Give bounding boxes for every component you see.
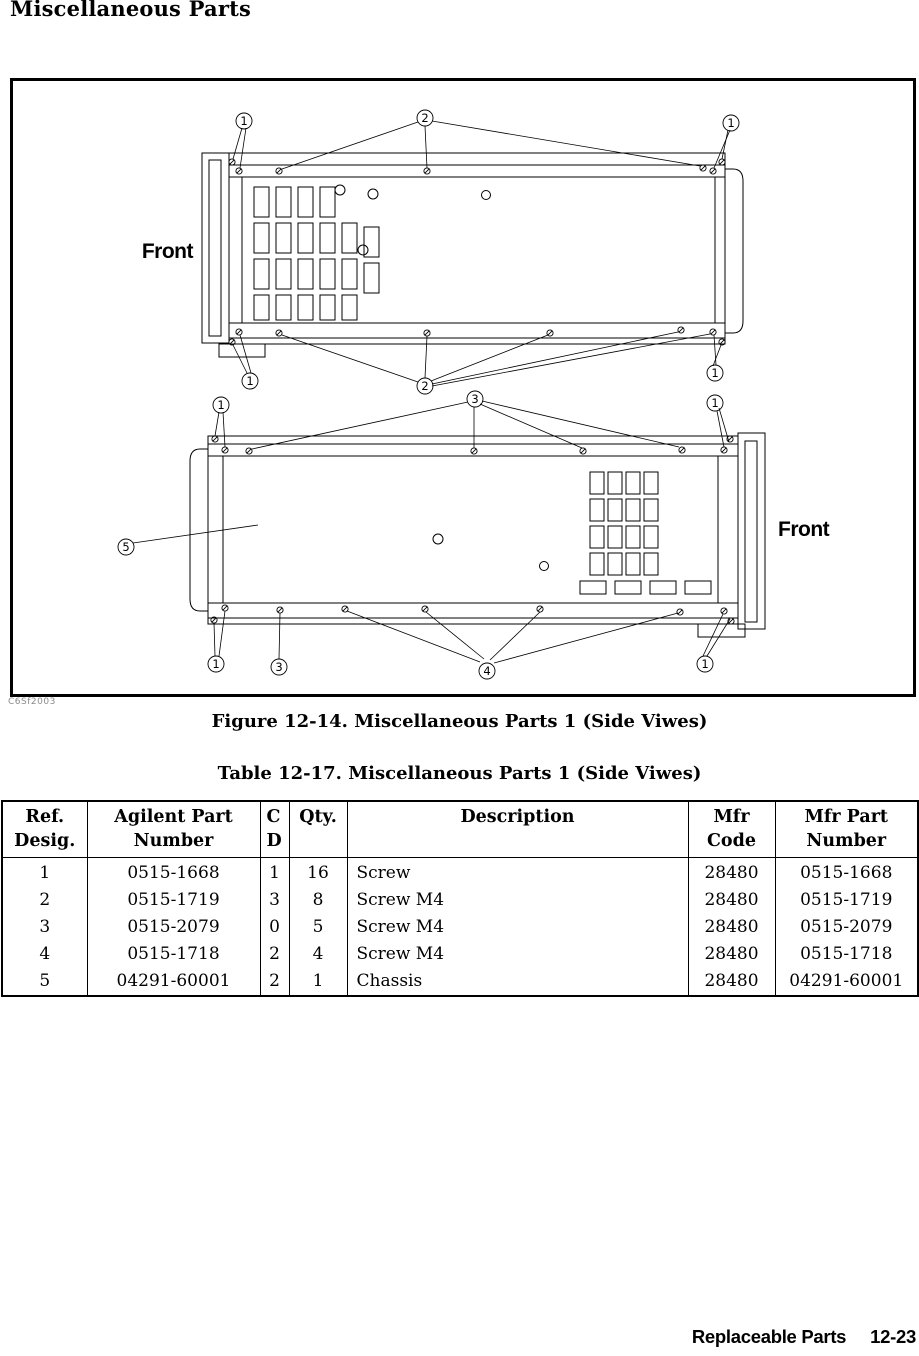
- vent-grid-top-view: [254, 187, 379, 320]
- cell-mfr-code: 28480: [688, 914, 775, 941]
- svg-text:4: 4: [483, 664, 491, 678]
- callout-1: [707, 395, 723, 411]
- figure-caption: Figure 12-14. Miscellaneous Parts 1 (Side Viwes): [211, 711, 708, 732]
- callout-3: [271, 659, 287, 675]
- cell-qty: 5: [289, 914, 347, 941]
- callout-1: [723, 115, 739, 131]
- rear-bumper-bottom-view: [190, 449, 208, 611]
- cell-mfr-part: 0515-1719: [775, 887, 918, 914]
- top-side-view: [142, 110, 743, 394]
- table-row: [2, 887, 918, 914]
- col-header-cd: C D: [260, 801, 289, 858]
- footer-section-title: Replaceable Parts: [691, 1326, 847, 1347]
- rear-bumper-top-view: [725, 169, 743, 333]
- callout-3: [467, 391, 483, 407]
- table-header-row: [2, 801, 918, 858]
- cell-qty: 4: [289, 941, 347, 968]
- cell-qty: 16: [289, 858, 347, 888]
- svg-text:1: 1: [711, 366, 719, 380]
- cell-ref: 1: [2, 858, 87, 888]
- cell-ref: 4: [2, 941, 87, 968]
- parts-table: [1, 800, 919, 997]
- callout-2: [417, 110, 433, 126]
- callout-1: [242, 373, 258, 389]
- table-row: [2, 941, 918, 968]
- table-caption: Table 12-17. Miscellaneous Parts 1 (Side Viwes): [217, 763, 702, 784]
- svg-text:2: 2: [421, 379, 429, 393]
- callout-1: [697, 656, 713, 672]
- col-header-agilent-part-number: Agilent Part Number: [87, 801, 260, 858]
- front-panel-top-view: [202, 153, 229, 343]
- cell-description: Chassis: [347, 968, 688, 996]
- cell-mfr-part: 0515-1668: [775, 858, 918, 888]
- foot-top-view: [219, 344, 265, 357]
- svg-text:1: 1: [711, 396, 719, 410]
- footer-page-number: 12-23: [870, 1326, 916, 1347]
- cell-description: Screw M4: [347, 941, 688, 968]
- screws-bottom-view: [211, 436, 734, 624]
- callout-1: [236, 113, 252, 129]
- callout-2: [417, 378, 433, 394]
- svg-text:3: 3: [275, 660, 283, 674]
- svg-text:1: 1: [217, 398, 225, 412]
- col-header-mfr-code: Mfr Code: [688, 801, 775, 858]
- cell-cd: 2: [260, 941, 289, 968]
- svg-text:1: 1: [701, 657, 709, 671]
- callout-1: [208, 656, 224, 672]
- col-header-description: Description: [347, 801, 688, 858]
- holes-bottom-view: [433, 534, 549, 571]
- cell-ref: 3: [2, 914, 87, 941]
- cell-mfr-code: 28480: [688, 941, 775, 968]
- drawing-id: C6Sf2003: [8, 697, 56, 707]
- cell-mfr-part: 04291-60001: [775, 968, 918, 996]
- cell-mfr-part: 0515-1718: [775, 941, 918, 968]
- bottom-side-view: [118, 391, 830, 679]
- col-header-ref-desig: Ref. Desig.: [2, 801, 87, 858]
- cell-mfr-code: 28480: [688, 887, 775, 914]
- cell-description: Screw M4: [347, 887, 688, 914]
- callout-5: [118, 539, 134, 555]
- cell-mfr-code: 28480: [688, 968, 775, 996]
- svg-text:1: 1: [727, 116, 735, 130]
- holes-top-view: [335, 185, 491, 255]
- front-label-bottom-view: Front: [778, 518, 830, 541]
- cell-agilent-part: 0515-1668: [87, 858, 260, 888]
- page-title: Miscellaneous Parts: [10, 0, 252, 21]
- cell-description: Screw: [347, 858, 688, 888]
- cell-cd: 3: [260, 887, 289, 914]
- cell-qty: 1: [289, 968, 347, 996]
- cell-ref: 2: [2, 887, 87, 914]
- chassis-outline-bottom-view: [190, 436, 745, 637]
- cell-description: Screw M4: [347, 914, 688, 941]
- col-header-qty: Qty.: [289, 801, 347, 858]
- page-footer: [692, 1326, 916, 1348]
- callout-1: [213, 397, 229, 413]
- chassis-outline-top-view: [219, 153, 743, 357]
- side-views-diagram: [13, 81, 913, 694]
- cell-cd: 0: [260, 914, 289, 941]
- cell-agilent-part: 04291-60001: [87, 968, 260, 996]
- cell-agilent-part: 0515-1719: [87, 887, 260, 914]
- figure-12-14-box: [10, 78, 916, 697]
- callout-4: [479, 663, 495, 679]
- cell-agilent-part: 0515-2079: [87, 914, 260, 941]
- cell-agilent-part: 0515-1718: [87, 941, 260, 968]
- svg-text:3: 3: [471, 392, 479, 406]
- cell-mfr-part: 0515-2079: [775, 914, 918, 941]
- table-row: [2, 858, 918, 888]
- cell-mfr-code: 28480: [688, 858, 775, 888]
- col-header-mfr-part-number: Mfr Part Number: [775, 801, 918, 858]
- callout-1: [707, 365, 723, 381]
- table-row: [2, 914, 918, 941]
- svg-text:1: 1: [212, 657, 220, 671]
- table-row: [2, 968, 918, 996]
- svg-text:1: 1: [240, 114, 248, 128]
- cell-cd: 2: [260, 968, 289, 996]
- svg-text:1: 1: [246, 374, 254, 388]
- cell-qty: 8: [289, 887, 347, 914]
- cell-ref: 5: [2, 968, 87, 996]
- front-label-top-view: Front: [141, 240, 193, 263]
- vent-grid-bottom-view: [580, 472, 711, 594]
- svg-text:5: 5: [122, 540, 130, 554]
- cell-cd: 1: [260, 858, 289, 888]
- callouts-bottom-view: [118, 391, 723, 679]
- svg-text:2: 2: [421, 111, 429, 125]
- front-panel-bottom-view: [738, 433, 765, 629]
